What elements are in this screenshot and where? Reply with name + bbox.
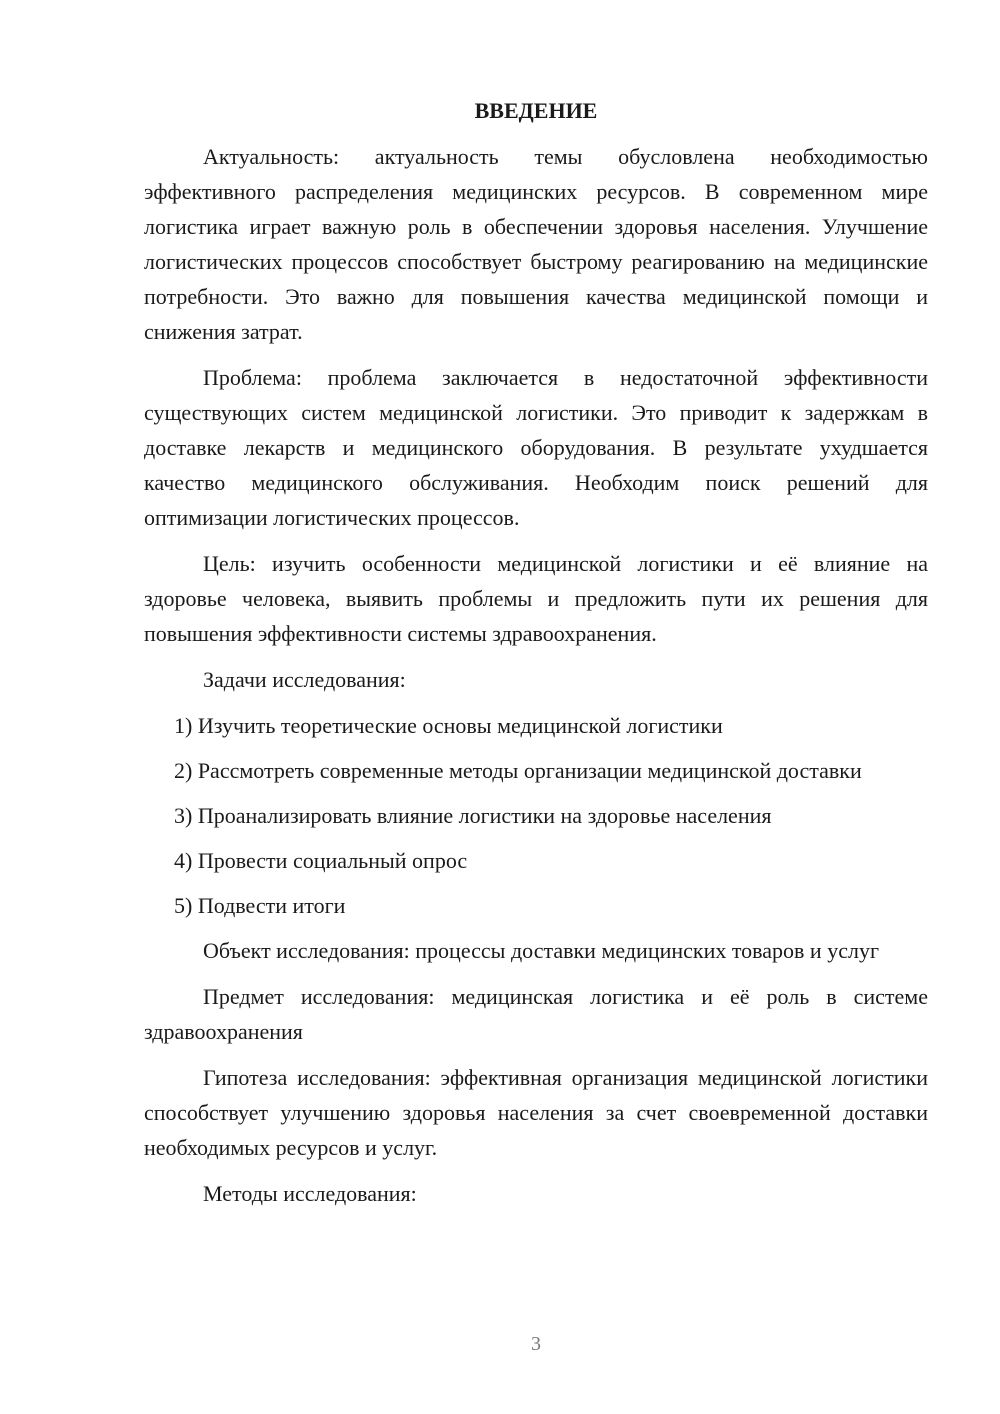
tasks-heading: Задачи исследования:: [203, 667, 406, 692]
paragraph-object: Объект исследования: процессы доставки медицинских товаров и услуг: [203, 938, 879, 963]
page-title: ВВЕДЕНИЕ: [474, 98, 598, 123]
list-item: 3) Проанализировать влияние логистики на здоровье населения: [174, 803, 772, 828]
methods-heading: Методы исследования:: [203, 1181, 417, 1206]
list-item: 1) Изучить теоретические основы медицинской логистики: [174, 713, 723, 738]
paragraph-subject: Предмет исследования: медицинская логистика и её роль в системе здравоохранения: [144, 984, 928, 1044]
paragraph-relevance: Актуальность: актуальность темы обусловлена необходимостью эффективного распределения медицинских ресурсов. В современном мире логистика играет важную роль в обеспечении здоровья населения. Улучшение логистических процессов способствует быстрому реагированию на медицинские потребности. Это важно для повышения качества медицинской помощи и снижения затрат.: [144, 144, 928, 344]
page-body: [144, 96, 928, 1222]
page-number: 3: [531, 1333, 541, 1355]
paragraph-hypothesis: Гипотеза исследования: эффективная организация медицинской логистики способствует улучшению здоровья населения за счет своевременной доставки необходимых ресурсов и услуг.: [144, 1065, 928, 1160]
list-item: 4) Провести социальный опрос: [174, 848, 468, 873]
paragraph-problem: Проблема: проблема заключается в недостаточной эффективности существующих систем медицинской логистики. Это приводит к задержкам в доставке лекарств и медицинского оборудования. В результате ухудшается качество медицинского обслуживания. Необходим поиск решений для оптимизации логистических процессов.: [144, 365, 928, 530]
list-item: 2) Рассмотреть современные методы организации медицинской доставки: [174, 758, 862, 783]
list-item: 5) Подвести итоги: [174, 893, 346, 918]
paragraph-goal: Цель: изучить особенности медицинской логистики и её влияние на здоровье человека, выявить проблемы и предложить пути их решения для повышения эффективности системы здравоохранения.: [144, 551, 928, 646]
tasks-list: [144, 708, 928, 923]
